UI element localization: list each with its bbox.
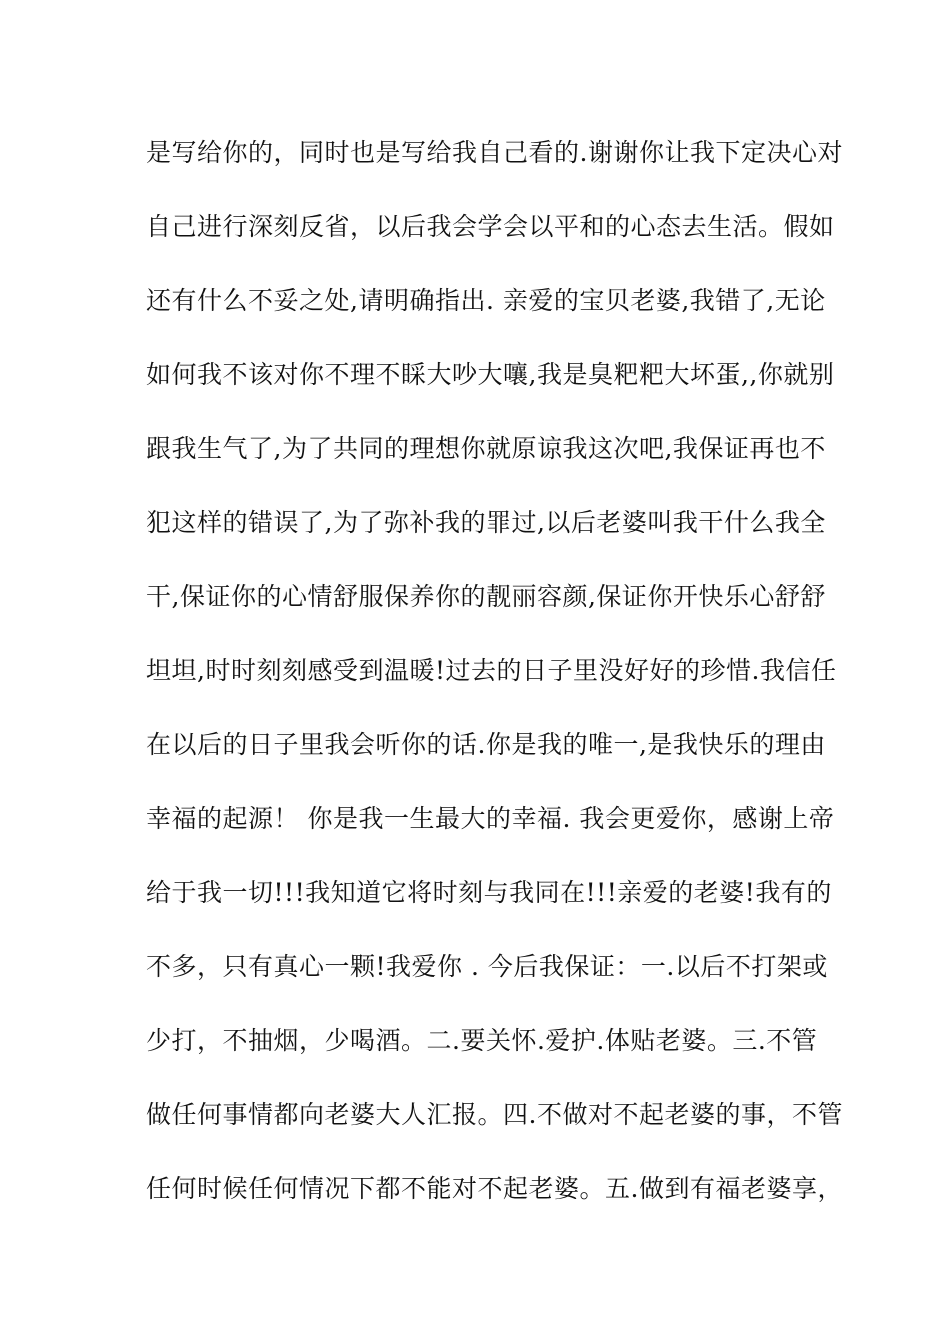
text-line-8: 坦坦,时时刻刻感受到温暖!过去的日子里没好好的珍惜.我信任	[146, 656, 837, 685]
text-line-13: 少打，不抽烟，少喝酒。二.要关怀.爱护.体贴老婆。三.不管	[146, 1026, 818, 1055]
text-line-6: 犯这样的错误了,为了弥补我的罪过,以后老婆叫我干什么我全	[146, 508, 826, 537]
text-line-15: 任何时候任何情况下都不能对不起老婆。五.做到有福老婆享，	[146, 1174, 843, 1203]
text-line-10: 幸福的起源！ 你是我一生最大的幸福. 我会更爱你，感谢上帝	[146, 804, 835, 833]
text-line-9: 在以后的日子里我会听你的话.你是我的唯一,是我快乐的理由	[146, 730, 826, 759]
body-text	[146, 128, 843, 1238]
text-line-1: 是写给你的，同时也是写给我自己看的.谢谢你让我下定决心对	[146, 138, 843, 167]
text-line-3: 还有什么不妥之处,请明确指出. 亲爱的宝贝老婆,我错了,无论	[146, 286, 826, 315]
text-line-14: 做任何事情都向老婆大人汇报。四.不做对不起老婆的事，不管	[146, 1100, 843, 1129]
text-line-5: 跟我生气了,为了共同的理想你就原谅我这次吧,我保证再也不	[146, 434, 826, 463]
text-line-2: 自己进行深刻反省，以后我会学会以平和的心态去生活。假如	[146, 212, 835, 241]
text-line-12: 不多，只有真心一颗!我爱你 . 今后我保证：一.以后不打架或	[146, 952, 828, 981]
text-line-4: 如何我不该对你不理不睬大吵大嚷,我是臭粑粑大坏蛋,,你就别	[146, 360, 835, 389]
text-line-7: 干,保证你的心情舒服保养你的靓丽容颜,保证你开快乐心舒舒	[146, 582, 826, 611]
text-line-11: 给于我一切!!!我知道它将时刻与我同在!!!亲爱的老婆!我有的	[146, 878, 832, 907]
